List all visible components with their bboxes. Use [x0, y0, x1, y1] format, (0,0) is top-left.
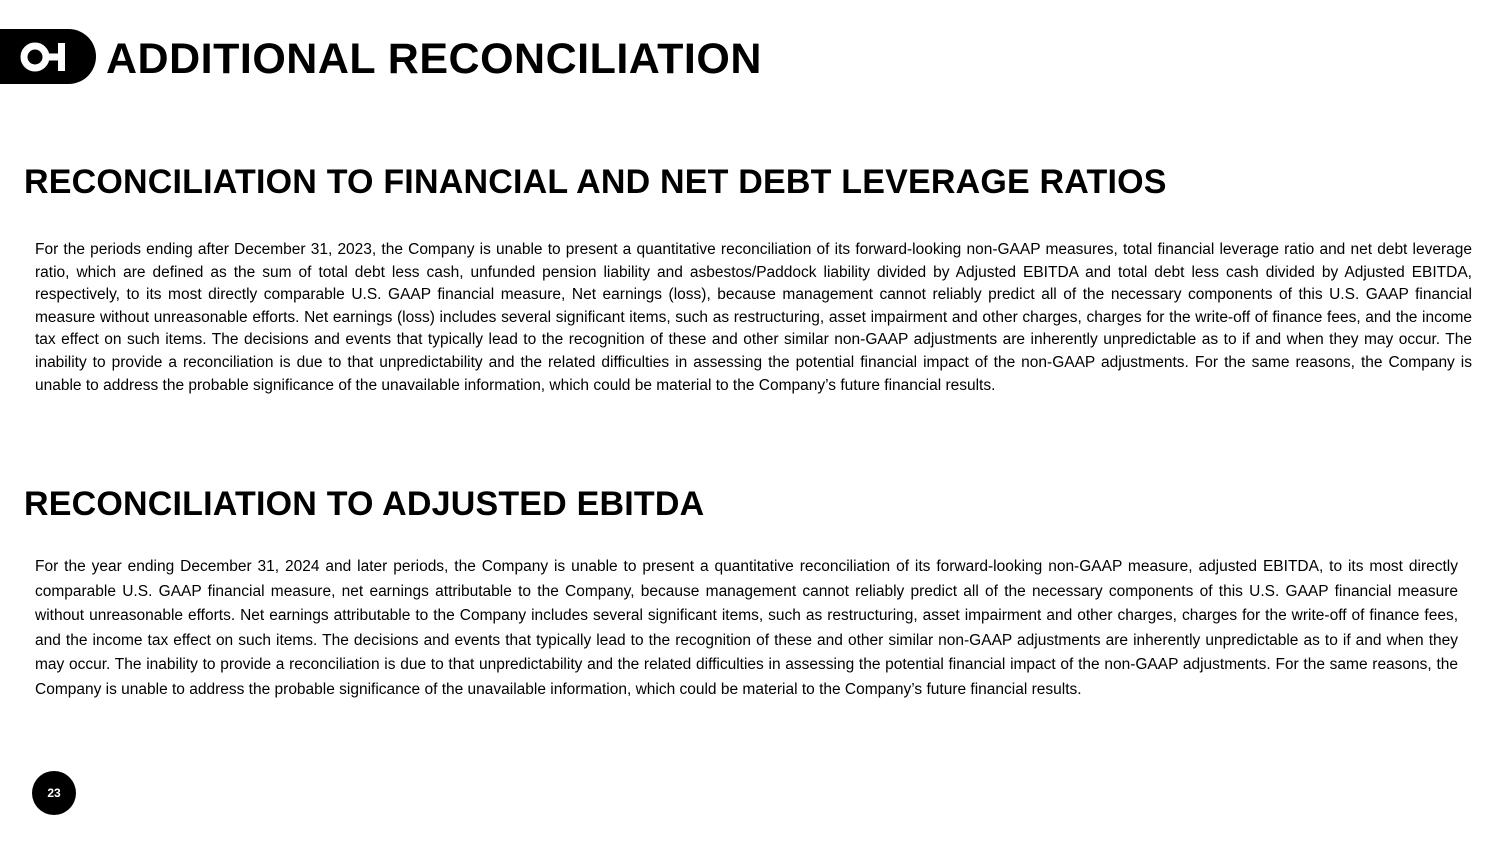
oi-logo-icon	[18, 39, 76, 75]
page-number: 23	[47, 786, 61, 800]
section-heading-leverage-ratios: RECONCILIATION TO FINANCIAL AND NET DEBT LEVERAGE RATIOS	[24, 163, 1167, 201]
page-title: ADDITIONAL RECONCILIATION	[106, 35, 762, 83]
section-heading-adjusted-ebitda: RECONCILIATION TO ADJUSTED EBITDA	[24, 485, 705, 523]
section-body-adjusted-ebitda: For the year ending December 31, 2024 and later periods, the Company is unable to present a quantitative reconciliation of its forward-looking non-GAAP measure, adjusted EBITDA, to its most directly comparable U.S. GAAP financial measure, net earnings attributable to the Company, because management cannot reliably predict all of the necessary components of this U.S. GAAP financial measure without unreasonable efforts. Net earnings attributable to the Company includes several significant items, such as restructuring, asset impairment and other charges, charges for the write-off of finance fees, and the income tax effect on such items. The decisions and events that typically lead to the recognition of these and other similar non-GAAP adjustments are inherently unpredictable as to if and when they may occur. The inability to provide a reconciliation is due to that unpredictability and the related difficulties in assessing the potential financial impact of the non-GAAP adjustments. For the same reasons, the Company is unable to address the probable significance of the unavailable information, which could be material to the Company’s future financial results.	[35, 558, 1458, 698]
section-body-leverage-ratios: For the periods ending after December 31, 2023, the Company is unable to present a quantitative reconciliation of its forward-looking non-GAAP measures, total financial leverage ratio and net debt leverage ratio, which are defined as the sum of total debt less cash, unfunded pension liability and asbestos/Paddock liability divided by Adjusted EBITDA and total debt less cash divided by Adjusted EBITDA, respectively, to its most directly comparable U.S. GAAP financial measure, Net earnings (loss), because management cannot reliably predict all of the necessary components of this U.S. GAAP financial measure without unreasonable efforts. Net earnings (loss) includes several significant items, such as restructuring, asset impairment and other charges, charges for the write-off of finance fees, and the income tax effect on such items. The decisions and events that typically lead to the recognition of these and other similar non-GAAP adjustments are inherently unpredictable as to if and when they may occur. The inability to provide a reconciliation is due to that unpredictability and the related difficulties in assessing the potential financial impact of the non-GAAP adjustments. For the same reasons, the Company is unable to address the probable significance of the unavailable information, which could be material to the Company’s future financial results.	[35, 241, 1472, 394]
logo-badge	[0, 29, 96, 84]
page-number-badge	[32, 771, 76, 815]
